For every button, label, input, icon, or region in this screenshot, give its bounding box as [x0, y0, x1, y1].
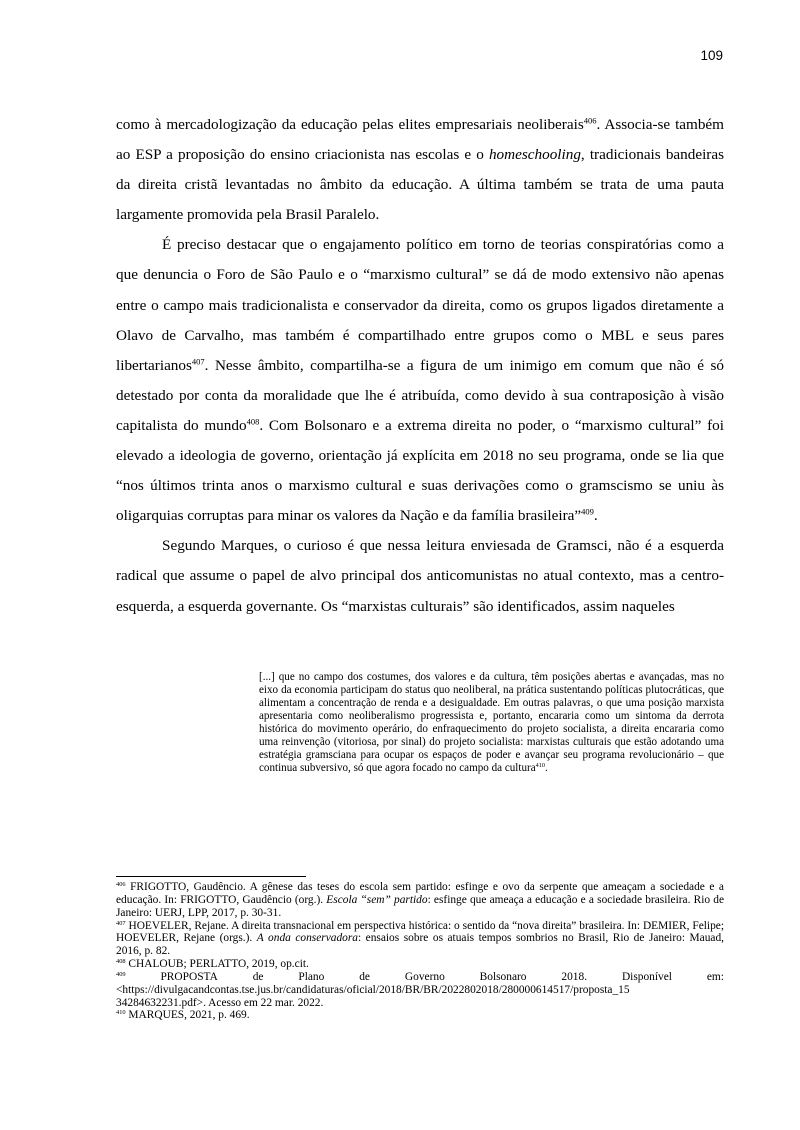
footnote-409-title-line: $^{409}$ PROPOSTA de Plano de Governo Bolsonaro 2018. Disponível em: — [116, 970, 724, 983]
footnote-410: $^{410}$ MARQUES, 2021, p. 469. — [116, 1009, 250, 1022]
page-number: 109 — [700, 48, 723, 63]
footnote-407: $^{407}$ HOEVELER, Rejane. A direita transnacional em perspectiva histórica: o sentido da “nova direita” brasileira. In: DEMIER, Felipe; HOEVELER, Rejane (orgs.). A onda conservadora: ensaios sobre os atuais tempos sombrios no Brasil, Rio de Janeiro: Mauad, 2016, p. 82. — [116, 919, 724, 958]
footnote-ref-407[interactable]: 407 — [191, 356, 205, 367]
footnote-ref-406[interactable]: 406 — [583, 115, 597, 126]
footnote-409 — [116, 971, 724, 1010]
footnote-408: $^{408}$ CHALOUB; PERLATTO, 2019, op.cit. — [116, 957, 309, 971]
footnote-number: 410 — [116, 1009, 126, 1017]
footnote-406: $^{406}$ FRIGOTTO, Gaudêncio. A gênese das teses do escola sem partido: esfinge e ovo da serpente que ameaçam a sociedade e a educação. In: FRIGOTTO, Gaudêncio (org.). Escola “sem” partido: esfinge que ameaça a educação e a sociedade brasileira. Rio de Janeiro: UERJ, LPP, 2017, p. 30-31. — [116, 880, 724, 919]
footnote-ref-409[interactable]: 409 — [581, 506, 594, 517]
footnote-number: 409 — [116, 970, 126, 978]
footnote-number: 406 — [116, 880, 126, 888]
footnotes — [116, 881, 724, 1022]
paragraph-3: Segundo Marques, o curioso é que nessa leitura enviesada de Gramsci, não é a esquerda radical que assume o papel de alvo principal dos anticomunistas no atual contexto, mas a centro-esquerda, a esquerda governante. Os “marxistas culturais” são identificados, assim naqueles — [116, 537, 724, 615]
footnote-number: 407 — [116, 919, 126, 927]
paragraph-1: como à mercadologização da educação pelas elites empresariais neoliberais$^{406}$. Associa-se também ao ESP a proposição do ensino criacionista nas escolas e o homeschooling, tradicionais bandeiras da direita cristã levantadas no âmbito da educação. A última também se trata de uma pauta largamente promovida pela Brasil Paralelo. — [116, 115, 725, 224]
footnote-number: 408 — [116, 957, 126, 965]
paragraph-2: É preciso destacar que o engajamento político em torno de teorias conspiratórias como a que denuncia o Foro de São Paulo e o “marxismo cultural” se dá de modo extensivo não apenas entre o campo mais tradicionalista e conservador da direita, como os grupos ligados diretamente a Olavo de Carvalho, mas também é compartilhado entre grupos como o MBL e seus pares libertarianos$^{407}$. Nesse âmbito, compartilha-se a figura de um inimigo em comum que não é só detestado por conta da moralidade que lhe é atribuída, como devido à sua contraposição à visão capitalista do mundo$^{408}$. Com Bolsonaro e a extrema direita no poder, o “marxismo cultural” foi elevado a ideologia de governo, orientação já explícita em 2018 no seu programa, onde se lia que “nos últimos trinta anos o marxismo cultural e suas derivações como o gramscismo se uniu às oligarquias corruptas para minar os valores da Nação e da família brasileira”$^{409}$. — [116, 236, 724, 525]
block-quote: [...] que no campo dos costumes, dos valores e da cultura, têm posições abertas e avançadas, mas no eixo da economia participam do status quo neoliberal, na prática sustentando políticas plutocráticas, que alimentam a concentração de renda e a desigualdade. Em outras palavras, o que uma posição marxista apresentaria como neoliberalismo progressista e, portanto, encararia como um sintoma da derrota histórica do movimento operário, do enfraquecimento do projeto socialista, a direita encararia como uma reinvenção (vitoriosa, por sinal) do projeto socialista: marxistas culturais que estão adotando uma estratégia gramsciana para ocupar os espaços de poder e avançar seu programa revolucionário – que continua subversivo, só que agora focado no campo da cultura$^{410}$. — [259, 671, 724, 774]
footnote-ref-410[interactable]: 410 — [535, 761, 545, 769]
footnote-409-url[interactable]: <https://divulgacandcontas.tse.jus.br/candidaturas/oficial/2018/BR/BR/2022802018/280000614517/proposta_15 — [116, 983, 630, 996]
footnote-409-url-end: 34284632231.pdf>. Acesso em 22 mar. 2022. — [116, 996, 324, 1009]
footnote-divider — [116, 876, 306, 877]
body-text — [116, 110, 724, 622]
emphasis-homeschooling: homeschooling — [488, 146, 581, 164]
footnote-ref-408[interactable]: 408 — [246, 416, 260, 427]
